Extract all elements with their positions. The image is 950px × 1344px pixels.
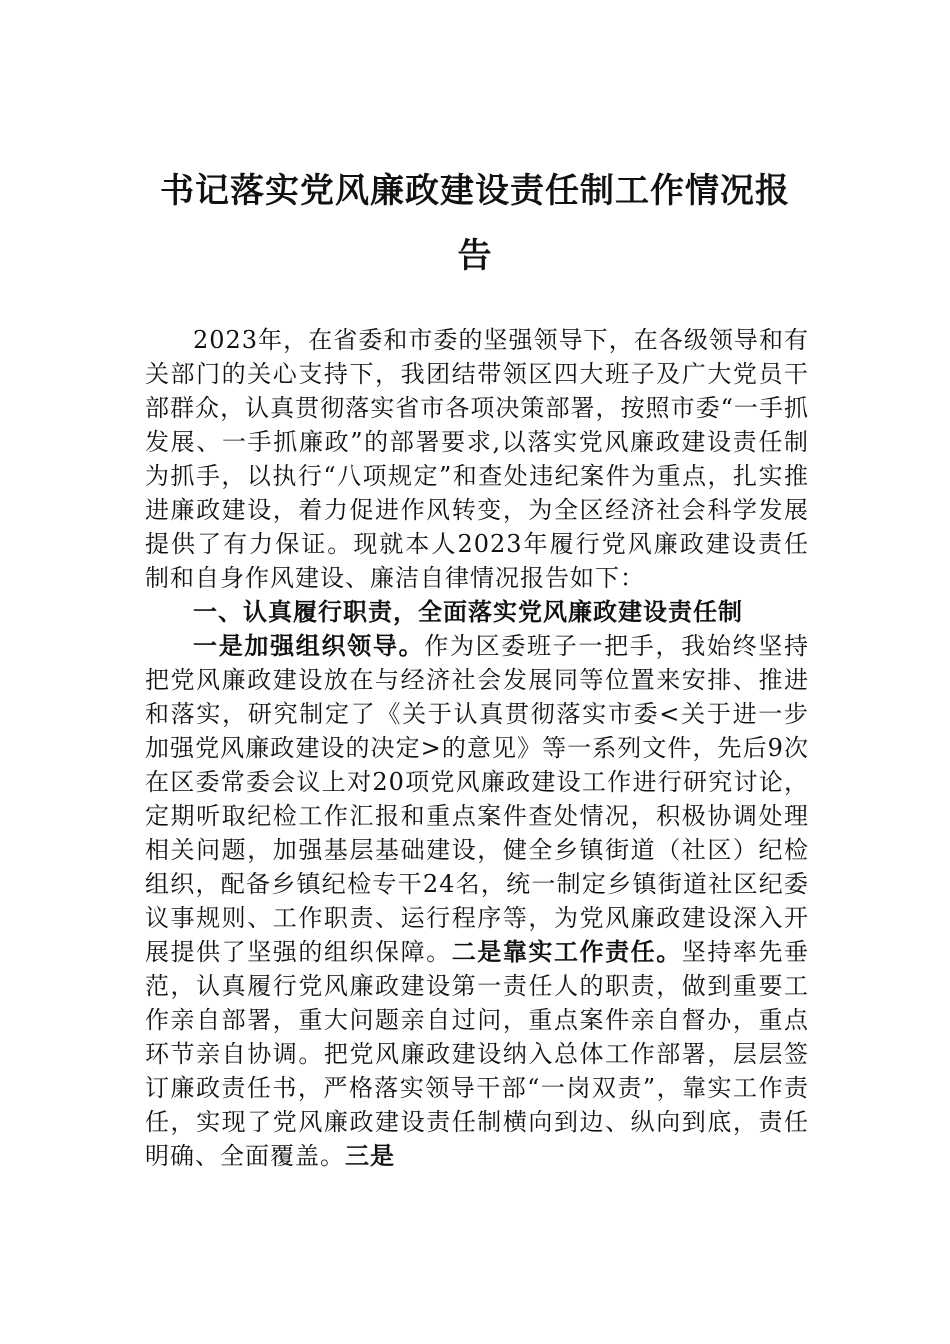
document-title-line1: 书记落实党风廉政建设责任制工作情况报 bbox=[160, 171, 790, 211]
point1-text: 作为区委班子一把手，我始终坚持把党风廉政建设放在与经济社会发展同等位置来安排、推进和落实，研究制定了《关于认真贯彻落实市委<关于进一步加强党风廉政建设的决定>的意见》等一系列文件，先后9次在区委常委会议上对20项党风廉政建设工作进行研究讨论，定期听取纪检工作汇报和重点案件查处情况，积极协调处理相关问题，加强基层基础建设，健全乡镇街道（社区）纪检组织，配备乡镇纪检专干24名，统一制定乡镇街道社区纪委议事规则、工作职责、运行程序等，为党风廉政建设深入开展提供了坚强的组织保障。 bbox=[145, 632, 810, 966]
point2-lead: 二是靠实工作责任。 bbox=[451, 938, 682, 966]
point3-lead: 三是 bbox=[345, 1142, 395, 1170]
points-paragraph bbox=[145, 629, 809, 1173]
document-title-line2: 告 bbox=[457, 236, 493, 276]
section-heading: 一、认真履行职责，全面落实党风廉政建设责任制 bbox=[193, 598, 743, 626]
point1-lead: 一是加强组织领导。 bbox=[193, 632, 425, 660]
document-body bbox=[145, 323, 809, 1173]
point2-text: 坚持率先垂范，认真履行党风廉政建设第一责任人的职责，做到重要工作亲自部署，重大问题亲自过问，重点案件亲自督办，重点环节亲自协调。把党风廉政建设纳入总体工作部署，层层签订廉政责任书，严格落实领导干部“一岗双责”，靠实工作责任，实现了党风廉政建设责任制横向到边、纵向到底，责任明确、全面覆盖。 bbox=[145, 938, 810, 1170]
intro-paragraph: 2023年，在省委和市委的坚强领导下，在各级领导和有关部门的关心支持下，我团结带领区四大班子及广大党员干部群众，认真贯彻落实省市各项决策部署，按照市委“一手抓发展、一手抓廉政”的部署要求,以落实党风廉政建设责任制为抓手，以执行“八项规定”和查处违纪案件为重点，扎实推进廉政建设，着力促进作风转变，为全区经济社会科学发展提供了有力保证。现就本人2023年履行党风廉政建设责任制和自身作风建设、廉洁自律情况报告如下： bbox=[145, 326, 809, 592]
